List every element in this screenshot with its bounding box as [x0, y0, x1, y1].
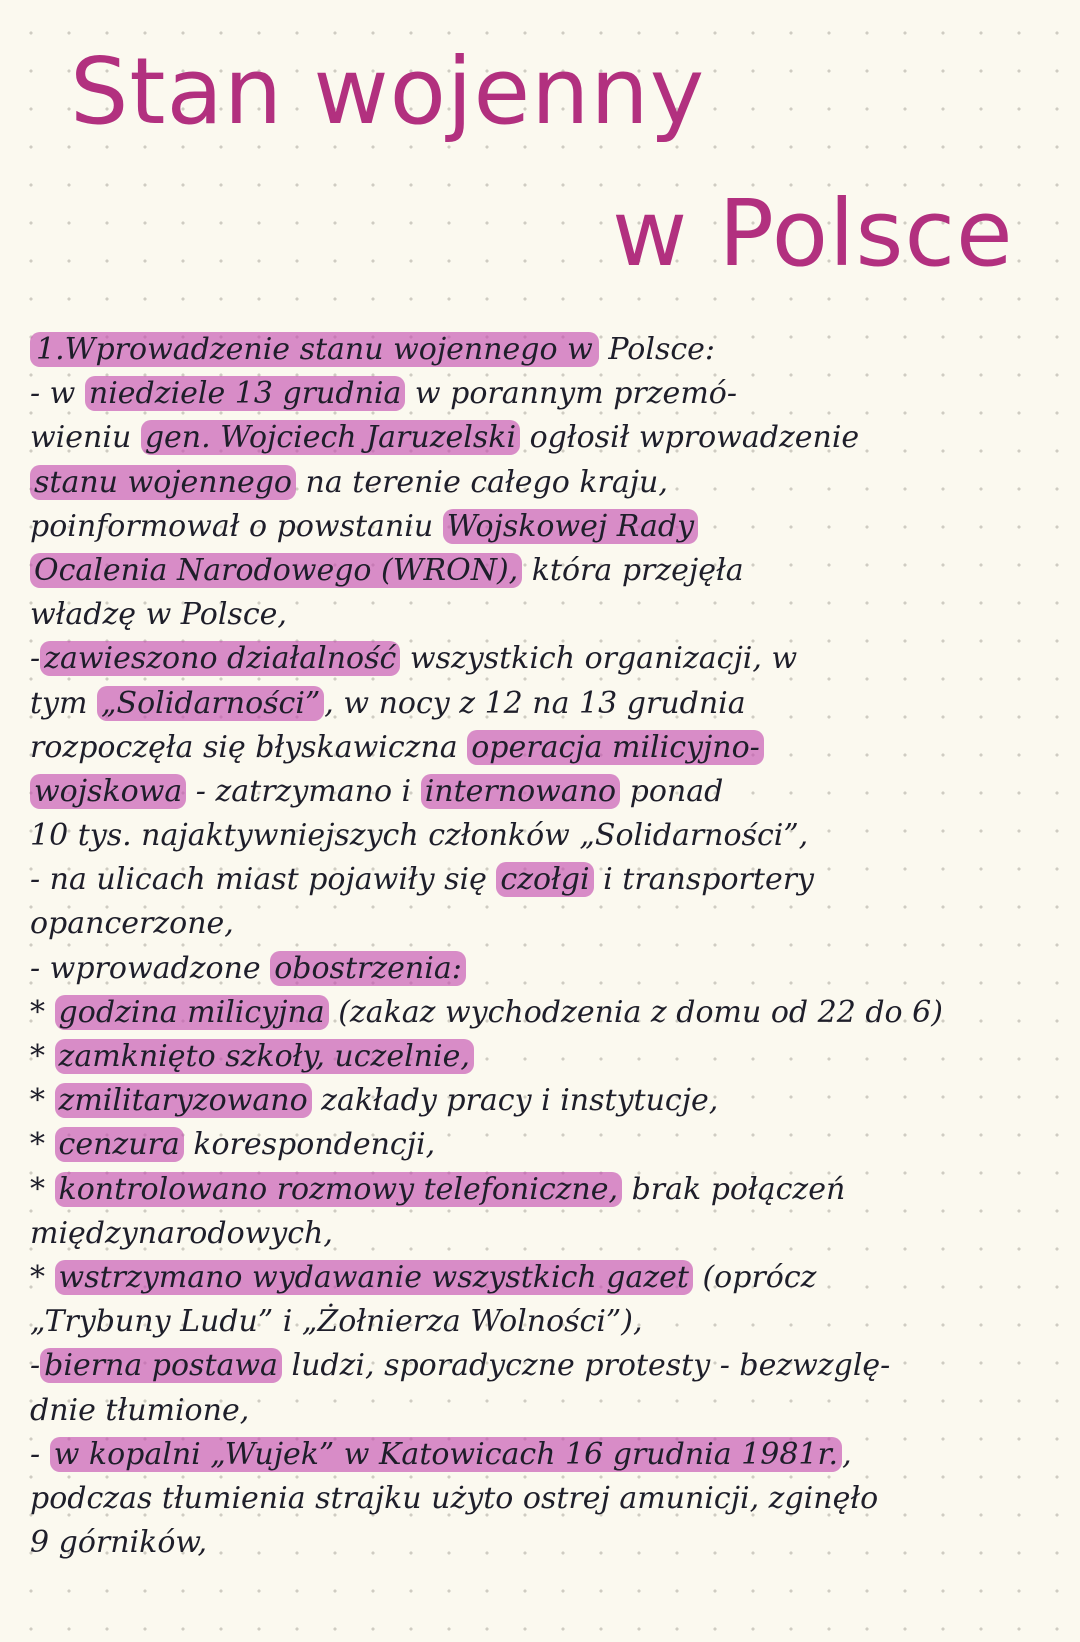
note-text: tym — [30, 685, 97, 721]
highlighted-text: zamknięto szkoły, uczelnie, — [55, 1039, 474, 1074]
highlighted-text: obostrzenia: — [270, 951, 466, 986]
note-text: - zatrzymano i — [186, 773, 421, 809]
note-line — [30, 1344, 1060, 1388]
note-line — [30, 1123, 1060, 1167]
note-line — [30, 1168, 1060, 1212]
note-text: , — [842, 1436, 852, 1472]
note-line — [30, 991, 1060, 1035]
highlighted-text: bierna postawa — [40, 1348, 282, 1383]
note-text: (zakaz wychodzenia z domu od 22 do 6) — [328, 994, 943, 1030]
note-text: wieniu — [30, 420, 141, 456]
note-line — [30, 461, 1060, 505]
highlighted-text: czołgi — [496, 862, 593, 897]
note-line — [30, 1256, 1060, 1300]
note-text: na terenie całego kraju, — [295, 464, 668, 500]
title-line-1: Stan wojenny — [70, 38, 706, 145]
note-text: ponad — [620, 773, 724, 809]
note-text: władzę w Polsce, — [30, 597, 287, 633]
note-text: 10 tys. najaktywniejszych członków „Solidarności”, — [30, 818, 809, 854]
note-line — [30, 505, 1060, 549]
note-text: rozpoczęła się błyskawiczna — [30, 729, 468, 765]
highlighted-text: stanu wojennego — [30, 465, 296, 500]
note-text: opancerzone, — [30, 906, 234, 942]
highlighted-text: gen. Wojciech Jaruzelski — [141, 420, 520, 455]
note-line — [30, 902, 1060, 946]
note-text: * — [30, 1039, 55, 1074]
note-text: która przejęła — [522, 552, 744, 588]
highlighted-text: godzina milicyjna — [55, 995, 329, 1030]
note-text: * — [30, 1127, 55, 1163]
note-line — [30, 814, 1060, 858]
note-line — [30, 637, 1060, 681]
note-text: poinformował o powstaniu — [30, 508, 443, 544]
note-line — [30, 1521, 1060, 1565]
note-line — [30, 770, 1060, 814]
highlighted-text: zmilitaryzowano — [55, 1083, 312, 1118]
title-line-2: w Polsce — [612, 180, 1014, 287]
note-text: w porannym przemó- — [405, 376, 737, 412]
note-text: - wprowadzone — [30, 950, 271, 986]
note-text: * — [30, 1171, 55, 1207]
note-line — [30, 372, 1060, 416]
note-line — [30, 1035, 1060, 1079]
note-text: * — [30, 994, 55, 1030]
highlighted-text: „Solidarności” — [97, 686, 324, 721]
note-line — [30, 726, 1060, 770]
note-text: 9 górników, — [30, 1525, 208, 1561]
note-line — [30, 1433, 1060, 1477]
note-line — [30, 1079, 1060, 1123]
note-text: Polsce: — [598, 332, 716, 367]
note-line — [30, 1477, 1060, 1521]
note-line — [30, 593, 1060, 637]
note-text: - w — [30, 376, 85, 412]
note-text: „Trybuny Ludu” i „Żołnierza Wolności”), — [30, 1304, 643, 1340]
note-text: brak połączeń — [622, 1171, 846, 1207]
note-text: - — [30, 641, 41, 677]
note-text: (oprócz — [692, 1259, 817, 1295]
highlighted-text: zawieszono działalność — [40, 641, 400, 676]
note-line — [30, 1389, 1060, 1433]
note-text: ludzi, sporadyczne protesty - bezwzglę- — [281, 1348, 891, 1384]
note-text: wszystkich organizacji, w — [400, 641, 798, 677]
note-line — [30, 1300, 1060, 1344]
note-line — [30, 858, 1060, 902]
note-text: podczas tłumienia strajku użyto ostrej amunicji, zginęło — [30, 1480, 879, 1516]
highlighted-text: niedziele 13 grudnia — [85, 376, 406, 411]
note-text: - na ulicach miast pojawiły się — [30, 862, 497, 898]
highlighted-text: wstrzymano wydawanie wszystkich gazet — [55, 1260, 693, 1295]
note-text: * — [30, 1259, 55, 1295]
highlighted-text: Ocalenia Narodowego (WRON), — [30, 553, 522, 588]
highlighted-text: cenzura — [55, 1127, 184, 1162]
note-text: korespondencji, — [183, 1127, 436, 1163]
note-text: * — [30, 1083, 55, 1119]
notes-body — [30, 328, 1060, 1565]
note-text: - — [30, 1348, 41, 1384]
highlighted-text: operacja milicyjno- — [467, 730, 764, 765]
note-text: ogłosił wprowadzenie — [520, 420, 860, 456]
section-heading — [30, 328, 1060, 372]
highlighted-text: wojskowa — [30, 774, 186, 809]
note-line — [30, 416, 1060, 460]
note-line — [30, 947, 1060, 991]
highlighted-text: w kopalni „Wujek” w Katowicach 16 grudnia 1981r. — [50, 1437, 842, 1472]
highlighted-text: Wojskowej Rady — [443, 509, 698, 544]
note-line — [30, 1212, 1060, 1256]
highlighted-text: internowano — [421, 774, 620, 809]
note-text: międzynarodowych, — [30, 1215, 333, 1251]
note-text: zakłady pracy i instytucje, — [311, 1083, 719, 1119]
note-text: - — [30, 1436, 50, 1472]
note-text: , w nocy z 12 na 13 grudnia — [324, 685, 746, 721]
highlighted-text: 1.Wprowadzenie stanu wojennego w — [30, 332, 599, 367]
note-line — [30, 549, 1060, 593]
note-line — [30, 682, 1060, 726]
highlighted-text: kontrolowano rozmowy telefoniczne, — [55, 1172, 623, 1207]
note-text: dnie tłumione, — [30, 1392, 250, 1428]
note-text: i transportery — [593, 862, 814, 898]
